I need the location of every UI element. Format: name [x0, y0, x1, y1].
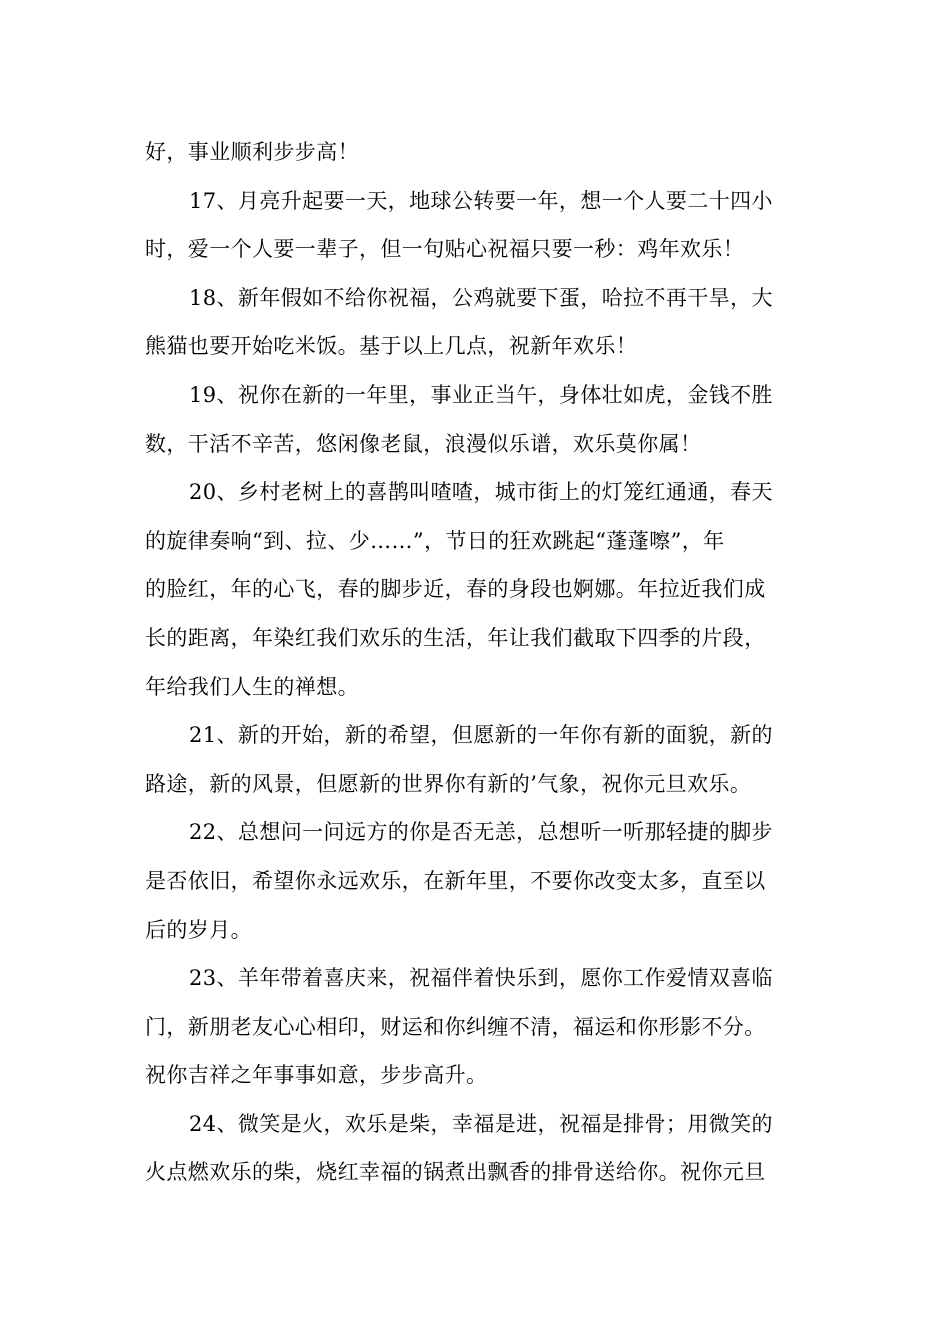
paragraph-line: 门，新朋老友心心相印，财运和你纠缠不清，福运和你形影不分。 — [145, 1014, 766, 1039]
paragraph-line: 数，干活不辛苦，悠闲像老鼠，浪漫似乐谱，欢乐莫你属！ — [145, 431, 702, 456]
paragraph-p23 — [145, 954, 809, 1100]
paragraph-line: 24、微笑是火，欢乐是柴，幸福是进，祝福是排骨；用微笑的 — [189, 1111, 773, 1136]
paragraph-line: 20、乡村老树上的喜鹊叫喳喳，城市街上的灯笼红通通，春天 — [189, 480, 773, 505]
paragraph-line: 祝你吉祥之年事事如意，步步高升。 — [145, 1063, 488, 1088]
paragraph-line: 的脸红，年的心飞，春的脚步近，春的身段也婀娜。年拉近我们成 — [145, 577, 766, 602]
paragraph-line: 长的距离，年染红我们欢乐的生活，年让我们截取下四季的片段， — [145, 625, 766, 650]
paragraph-line: 年给我们人生的禅想。 — [145, 674, 359, 699]
paragraph-p16-tail — [145, 128, 809, 177]
paragraph-p24 — [145, 1100, 809, 1197]
paragraph-line: 22、总想问一问远方的你是否无恙，总想听一听那轻捷的脚步 — [189, 820, 773, 845]
paragraph-p19 — [145, 371, 809, 468]
paragraph-p20 — [145, 468, 809, 711]
paragraph-p17 — [145, 177, 809, 274]
paragraph-line: 18、新年假如不给你祝福，公鸡就要下蛋，哈拉不再干旱，大 — [189, 285, 773, 310]
paragraph-line: 的旋律奏响“到、拉、少……”，节日的狂欢跳起“蓬蓬嚓”，年 — [145, 528, 725, 553]
paragraph-line: 好，事业顺利步步高！ — [145, 140, 359, 164]
paragraph-line: 路途，新的风景，但愿新的世界你有新的’气象，祝你元旦欢乐。 — [145, 771, 752, 796]
document-body — [145, 128, 809, 1197]
paragraph-p21 — [145, 711, 809, 808]
paragraph-line: 21、新的开始，新的希望，但愿新的一年你有新的面貌，新的 — [189, 723, 773, 748]
paragraph-line: 23、羊年带着喜庆来，祝福伴着快乐到，愿你工作爱情双喜临 — [189, 966, 773, 991]
paragraph-line: 后的岁月。 — [145, 917, 252, 942]
paragraph-p18 — [145, 274, 809, 371]
paragraph-line: 火点燃欢乐的柴，烧红幸福的锅煮出飘香的排骨送给你。祝你元旦 — [145, 1160, 766, 1185]
paragraph-p22 — [145, 808, 809, 954]
paragraph-line: 时，爱一个人要一辈子，但一句贴心祝福只要一秒：鸡年欢乐！ — [145, 237, 745, 262]
paragraph-line: 熊猫也要开始吃米饭。基于以上几点，祝新年欢乐！ — [145, 334, 638, 359]
paragraph-line: 17、月亮升起要一天，地球公转要一年，想一个人要二十四小 — [189, 188, 773, 213]
paragraph-line: 19、祝你在新的一年里，事业正当午，身体壮如虎，金钱不胜 — [189, 382, 773, 407]
paragraph-line: 是否依旧，希望你永远欢乐，在新年里，不要你改变太多，直至以 — [145, 868, 766, 893]
